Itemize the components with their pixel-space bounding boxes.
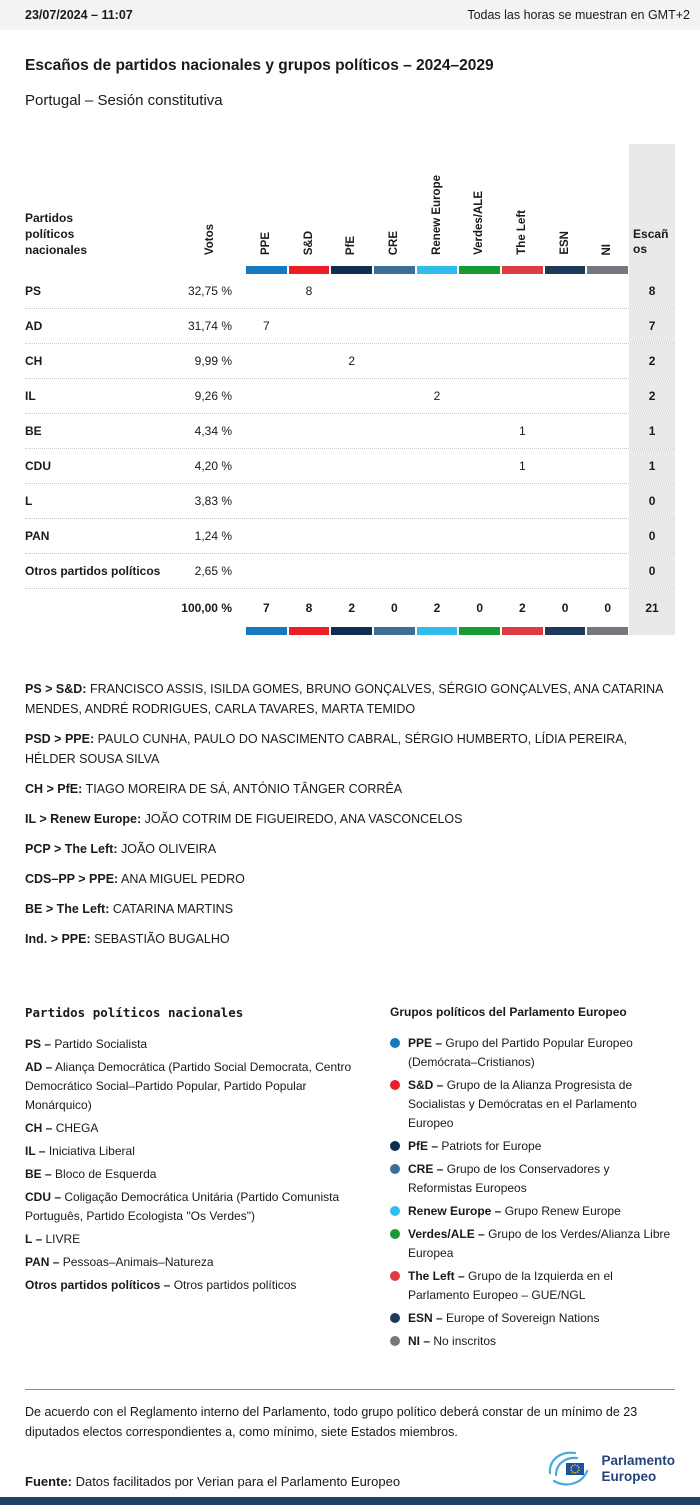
group-seats-cell — [586, 554, 629, 588]
group-seats-cell — [288, 309, 331, 343]
group-seats-cell — [416, 274, 459, 308]
group-seats-cell — [245, 414, 288, 448]
group-seats-cell — [416, 414, 459, 448]
group-seats-cell — [373, 519, 416, 553]
group-seats-cell — [330, 484, 373, 518]
group-seats-cell — [288, 344, 331, 378]
national-parties-legend — [25, 1005, 370, 1355]
group-header-label: PfE — [345, 235, 358, 255]
group-color-dot — [390, 1336, 400, 1346]
party-cell: AD — [25, 319, 43, 333]
group-seats-cell — [330, 379, 373, 413]
delegation-label: PSD > PPE: — [25, 732, 95, 746]
group-seats-cell — [373, 379, 416, 413]
group-header-label: S&D — [302, 230, 315, 255]
page-title: Escaños de partidos nacionales y grupos políticos – 2024–2029 — [25, 57, 494, 74]
group-total-cell: 0 — [604, 601, 612, 615]
group-column-header — [544, 144, 587, 266]
seats-header-cell — [629, 144, 675, 266]
party-abbr: PAN – — [25, 1255, 60, 1269]
total-seats-cell: 1 — [629, 414, 675, 448]
ep-logo — [544, 1447, 675, 1491]
group-desc-text: Verdes/ALE – Grupo de los Verdes/Alianza Libre Europea — [408, 1227, 671, 1260]
ep-logo-line1: Parlamento — [601, 1453, 675, 1468]
ep-logo-text — [601, 1453, 675, 1485]
eu-groups-legend — [390, 1005, 675, 1355]
total-seats-cell: 7 — [629, 309, 675, 343]
group-seats-cell — [288, 484, 331, 518]
party-desc: Iniciativa Liberal — [48, 1144, 135, 1158]
group-desc-text: PfE – Patriots for Europe — [408, 1139, 542, 1153]
delegation-entry — [25, 809, 675, 829]
party-desc: Aliança Democrática (Partido Social Democrata, Centro Democrático Social–Partido Popular, Partido Popular Monárquico) — [25, 1060, 352, 1112]
group-color-dot — [390, 1080, 400, 1090]
group-seats-cell — [288, 414, 331, 448]
group-color-bar-row-top — [25, 266, 675, 274]
group-seats-cell — [330, 309, 373, 343]
group-seats-cell — [416, 554, 459, 588]
legend-item — [390, 1034, 675, 1072]
votes-cell: 32,75 % — [187, 284, 232, 298]
group-color-bar — [374, 627, 415, 635]
legend-item — [390, 1225, 675, 1263]
group-total-cell: 0 — [476, 601, 484, 615]
group-column-header — [501, 144, 544, 266]
delegation-entry — [25, 839, 675, 859]
table-row — [25, 274, 675, 309]
group-desc-text: PPE – Grupo del Partido Popular Europeo (Demócrata–Cristianos) — [408, 1036, 633, 1069]
votes-cell: 1,24 % — [194, 529, 232, 543]
group-seats-cell — [501, 554, 544, 588]
group-color-dot — [390, 1038, 400, 1048]
group-desc-text: CRE – Grupo de los Conservadores y Reformistas Europeos — [408, 1162, 610, 1195]
group-seats-cell — [416, 519, 459, 553]
group-seats-cell — [501, 484, 544, 518]
party-desc: Coligação Democrática Unitária (Partido Comunista Português, Partido Ecologista "Os Verdes") — [25, 1190, 340, 1223]
footer — [25, 1447, 675, 1491]
group-seats-cell — [544, 309, 587, 343]
legend-item — [25, 1188, 370, 1226]
party-cell: IL — [25, 389, 36, 403]
group-total-cell: 7 — [262, 601, 270, 615]
legend-item — [25, 1165, 370, 1184]
table-header-row — [25, 144, 675, 266]
group-color-bar — [374, 266, 415, 274]
group-seats-cell — [501, 309, 544, 343]
group-seats-cell — [501, 519, 544, 553]
delegation-names: FRANCISCO ASSIS, ISILDA GOMES, BRUNO GONÇALVES, SÉRGIO GONÇALVES, ANA CATARINA MENDES, ANDRÉ RODRIGUES, CARLA TAVARES, MARTA TEMIDO — [25, 682, 663, 716]
group-color-bar — [545, 627, 586, 635]
delegation-entry — [25, 779, 675, 799]
group-seats-cell — [416, 344, 459, 378]
table-row — [25, 414, 675, 449]
delegation-entry — [25, 869, 675, 889]
legend-item — [25, 1058, 370, 1115]
group-seats-cell — [544, 379, 587, 413]
group-seats-cell — [458, 449, 501, 483]
votes-cell: 9,99 % — [194, 354, 232, 368]
source-label: Fuente: — [25, 1474, 72, 1489]
party-desc: Partido Socialista — [54, 1037, 148, 1051]
results-table — [25, 144, 675, 635]
group-seats-cell — [288, 554, 331, 588]
table-row — [25, 484, 675, 519]
party-cell: PS — [25, 284, 42, 298]
votes-cell: 2,65 % — [194, 564, 232, 578]
group-column-header — [330, 144, 373, 266]
group-column-header — [245, 144, 288, 266]
seats-header-label: Escaños — [633, 227, 669, 256]
group-seats-cell — [245, 449, 288, 483]
party-cell: Otros partidos políticos — [25, 564, 161, 578]
table-row — [25, 519, 675, 554]
group-seats-cell — [544, 484, 587, 518]
legend-item — [390, 1332, 675, 1351]
group-header-label: CRE — [388, 230, 401, 255]
votes-cell: 9,26 % — [194, 389, 232, 403]
party-abbr: BE – — [25, 1167, 52, 1181]
group-seats-cell — [586, 449, 629, 483]
group-seats-cell — [330, 274, 373, 308]
group-column-header — [373, 144, 416, 266]
group-seats-cell — [586, 379, 629, 413]
group-desc-text: NI – No inscritos — [408, 1334, 497, 1348]
legend-item — [390, 1202, 675, 1221]
group-color-dot — [390, 1271, 400, 1281]
delegation-entry — [25, 899, 675, 919]
group-color-dot — [390, 1313, 400, 1323]
corner-header-label: Partidos políticos nacionales — [25, 211, 88, 257]
legend-item — [25, 1276, 370, 1295]
total-seats-cell: 0 — [629, 554, 675, 588]
table-row — [25, 344, 675, 379]
group-seats-cell — [373, 274, 416, 308]
delegation-label: IL > Renew Europe: — [25, 812, 142, 826]
delegation-entry — [25, 679, 675, 719]
group-seats-cell — [586, 519, 629, 553]
group-seats-cell — [288, 519, 331, 553]
group-seats-cell: 2 — [348, 354, 356, 368]
group-seats-cell — [586, 484, 629, 518]
total-seats-cell: 0 — [629, 484, 675, 518]
group-header-label: NI — [601, 243, 614, 255]
delegation-names: SEBASTIÃO BUGALHO — [94, 932, 230, 946]
party-abbr: L – — [25, 1232, 43, 1246]
group-seats-cell — [330, 519, 373, 553]
table-row — [25, 379, 675, 414]
legend-item — [390, 1309, 675, 1328]
group-color-bar — [459, 266, 500, 274]
group-seats-cell: 1 — [519, 424, 526, 438]
group-seats-cell — [288, 449, 331, 483]
legend-item — [25, 1119, 370, 1138]
group-seats-cell — [245, 484, 288, 518]
delegation-names: PAULO CUNHA, PAULO DO NASCIMENTO CABRAL, SÉRGIO HUMBERTO, LÍDIA PEREIRA, HÉLDER SOUSA SILVA — [25, 732, 628, 766]
legend-item — [390, 1267, 675, 1305]
group-seats-cell — [458, 484, 501, 518]
group-column-header — [416, 144, 459, 266]
party-cell: PAN — [25, 529, 50, 543]
ep-logo-line2: Europeo — [601, 1469, 657, 1484]
delegation-label: BE > The Left: — [25, 902, 110, 916]
group-seats-cell — [458, 344, 501, 378]
party-abbr: AD – — [25, 1060, 53, 1074]
group-seats-cell — [458, 309, 501, 343]
delegation-names: TIAGO MOREIRA DE SÁ, ANTÓNIO TÂNGER CORRÊA — [85, 782, 403, 796]
group-color-bar — [331, 627, 372, 635]
group-seats-cell — [458, 379, 501, 413]
delegation-entry — [25, 729, 675, 769]
datetime-label: 23/07/2024 – 11:07 — [25, 8, 133, 22]
table-row — [25, 309, 675, 344]
group-seats-cell — [586, 344, 629, 378]
group-seats-cell — [288, 379, 331, 413]
group-seats-cell: 1 — [519, 459, 526, 473]
party-cell: CDU — [25, 459, 51, 473]
group-header-label: ESN — [558, 231, 571, 255]
group-color-bar — [331, 266, 372, 274]
seats-grand-total-cell: 21 — [629, 589, 675, 627]
votes-cell: 3,83 % — [194, 494, 232, 508]
group-header-label: Verdes/ALE — [473, 191, 486, 255]
group-seats-cell — [245, 519, 288, 553]
group-seats-cell — [330, 414, 373, 448]
group-seats-cell — [373, 554, 416, 588]
group-seats-cell — [373, 309, 416, 343]
party-cell: L — [25, 494, 33, 508]
topbar — [0, 0, 700, 30]
group-seats-cell — [458, 554, 501, 588]
group-desc-text: ESN – Europe of Sovereign Nations — [408, 1311, 600, 1325]
votes-total-cell: 100,00 % — [181, 601, 232, 615]
group-seats-cell — [458, 414, 501, 448]
table-total-row — [25, 589, 675, 627]
group-seats-cell — [245, 554, 288, 588]
party-abbr: CH – — [25, 1121, 53, 1135]
group-color-bar — [587, 266, 628, 274]
legend-item — [390, 1160, 675, 1198]
source-note — [25, 1474, 400, 1491]
group-seats-cell — [586, 309, 629, 343]
legend-item — [390, 1137, 675, 1156]
group-total-cell: 0 — [391, 601, 398, 615]
eu-groups-title: Grupos políticos del Parlamento Europeo — [390, 1005, 627, 1019]
group-color-bar — [417, 627, 458, 635]
group-seats-cell: 2 — [433, 389, 441, 403]
group-color-dot — [390, 1164, 400, 1174]
group-seats-cell — [458, 519, 501, 553]
group-total-cell: 2 — [519, 601, 526, 615]
party-desc: LIVRE — [45, 1232, 81, 1246]
group-seats-cell — [416, 484, 459, 518]
group-seats-cell: 8 — [305, 284, 313, 298]
ep-logo-mark — [544, 1447, 594, 1491]
group-column-header — [458, 144, 501, 266]
votes-cell: 31,74 % — [187, 319, 232, 333]
group-color-bar — [246, 627, 287, 635]
delegation-label: PS > S&D: — [25, 682, 87, 696]
party-abbr: Otros partidos políticos – — [25, 1278, 171, 1292]
group-seats-cell — [544, 274, 587, 308]
group-color-bar — [289, 627, 330, 635]
table-row — [25, 554, 675, 589]
total-seats-cell: 0 — [629, 519, 675, 553]
timezone-note: Todas las horas se muestran en GMT+2 — [467, 8, 690, 22]
group-desc-text: S&D – Grupo de la Alianza Progresista de Socialistas y Demócratas en el Parlamento Europeo — [408, 1078, 637, 1130]
group-desc-text: The Left – Grupo de la Izquierda en el Parlamento Europeo – GUE/NGL — [408, 1269, 613, 1302]
group-seats-cell — [586, 274, 629, 308]
group-seats-cell — [245, 274, 288, 308]
group-seats-cell — [501, 274, 544, 308]
group-color-dot — [390, 1206, 400, 1216]
delegation-names: JOÃO COTRIM DE FIGUEIREDO, ANA VASCONCELOS — [144, 812, 463, 826]
votes-header-cell — [175, 144, 245, 266]
legend-item — [25, 1253, 370, 1272]
group-total-cell: 8 — [305, 601, 313, 615]
group-color-bar — [246, 266, 287, 274]
group-total-cell: 2 — [348, 601, 356, 615]
group-header-label: Renew Europe — [430, 175, 443, 255]
group-color-dot — [390, 1141, 400, 1151]
page-subtitle: Portugal – Sesión constitutiva — [25, 92, 223, 109]
group-seats-cell — [544, 519, 587, 553]
group-color-bar-row-bottom — [25, 627, 675, 635]
party-desc: Bloco de Esquerda — [55, 1167, 157, 1181]
party-abbr: CDU – — [25, 1190, 62, 1204]
delegation-names: CATARINA MARTINS — [112, 902, 234, 916]
group-seats-cell — [416, 309, 459, 343]
group-color-bar — [459, 627, 500, 635]
group-color-bar — [502, 266, 543, 274]
group-color-bar — [417, 266, 458, 274]
corner-header-cell — [25, 144, 175, 266]
total-seats-cell: 2 — [629, 379, 675, 413]
group-column-header — [586, 144, 629, 266]
legends-section — [25, 1005, 675, 1355]
group-color-bar — [545, 266, 586, 274]
party-cell — [25, 589, 175, 627]
group-column-header — [288, 144, 331, 266]
party-desc: CHEGA — [55, 1121, 99, 1135]
party-abbr: PS – — [25, 1037, 52, 1051]
group-seats-cell — [373, 484, 416, 518]
legend-item — [390, 1076, 675, 1133]
delegation-label: PCP > The Left: — [25, 842, 118, 856]
group-seats-cell — [330, 449, 373, 483]
group-seats-cell — [586, 414, 629, 448]
rule-note: De acuerdo con el Reglamento interno del Parlamento, todo grupo político deberá constar de un mínimo de 23 diputados electos correspondientes a, como mínimo, siete Estados miembros. — [25, 1389, 675, 1442]
group-seats-cell — [245, 344, 288, 378]
source-text: Datos facilitados por Verian para el Parlamento Europeo — [75, 1474, 401, 1489]
table-row — [25, 449, 675, 484]
group-seats-cell — [544, 449, 587, 483]
group-total-cell: 2 — [433, 601, 441, 615]
group-seats-cell — [373, 414, 416, 448]
delegation-entry — [25, 929, 675, 949]
party-desc: Otros partidos políticos — [173, 1278, 297, 1292]
votes-cell: 4,34 % — [194, 424, 232, 438]
group-header-label: The Left — [516, 210, 529, 255]
group-seats-cell — [330, 554, 373, 588]
group-color-bar — [502, 627, 543, 635]
group-total-cell: 0 — [561, 601, 569, 615]
group-color-bar — [289, 266, 330, 274]
delegation-label: CDS–PP > PPE: — [25, 872, 119, 886]
party-abbr: IL – — [25, 1144, 46, 1158]
group-seats-cell — [416, 449, 459, 483]
group-header-label: PPE — [260, 231, 273, 255]
votes-header-label: Votos — [203, 223, 216, 255]
party-desc: Pessoas–Animais–Natureza — [62, 1255, 214, 1269]
group-seats-cell — [544, 414, 587, 448]
group-seats-cell — [544, 344, 587, 378]
legend-item — [25, 1142, 370, 1161]
group-seats-cell — [373, 344, 416, 378]
delegation-names: ANA MIGUEL PEDRO — [121, 872, 245, 886]
group-seats-cell — [373, 449, 416, 483]
group-seats-cell — [501, 379, 544, 413]
delegation-names: JOÃO OLIVEIRA — [120, 842, 217, 856]
group-seats-cell — [501, 344, 544, 378]
group-seats-cell: 7 — [262, 319, 270, 333]
delegation-label: CH > PfE: — [25, 782, 83, 796]
votes-cell: 4,20 % — [194, 459, 232, 473]
party-cell: CH — [25, 354, 43, 368]
party-cell: BE — [25, 424, 42, 438]
total-seats-cell: 8 — [629, 274, 675, 308]
bottom-bar — [0, 1497, 700, 1505]
group-seats-cell — [458, 274, 501, 308]
group-desc-text: Renew Europe – Grupo Renew Europe — [408, 1204, 621, 1218]
group-seats-cell — [544, 554, 587, 588]
total-seats-cell: 1 — [629, 449, 675, 483]
group-color-bar — [587, 627, 628, 635]
national-parties-title: Partidos políticos nacionales — [25, 1005, 244, 1020]
delegations-list — [25, 679, 675, 949]
delegation-label: Ind. > PPE: — [25, 932, 91, 946]
group-seats-cell — [245, 379, 288, 413]
legend-item — [25, 1035, 370, 1054]
total-seats-cell: 2 — [629, 344, 675, 378]
group-color-dot — [390, 1229, 400, 1239]
legend-item — [25, 1230, 370, 1249]
